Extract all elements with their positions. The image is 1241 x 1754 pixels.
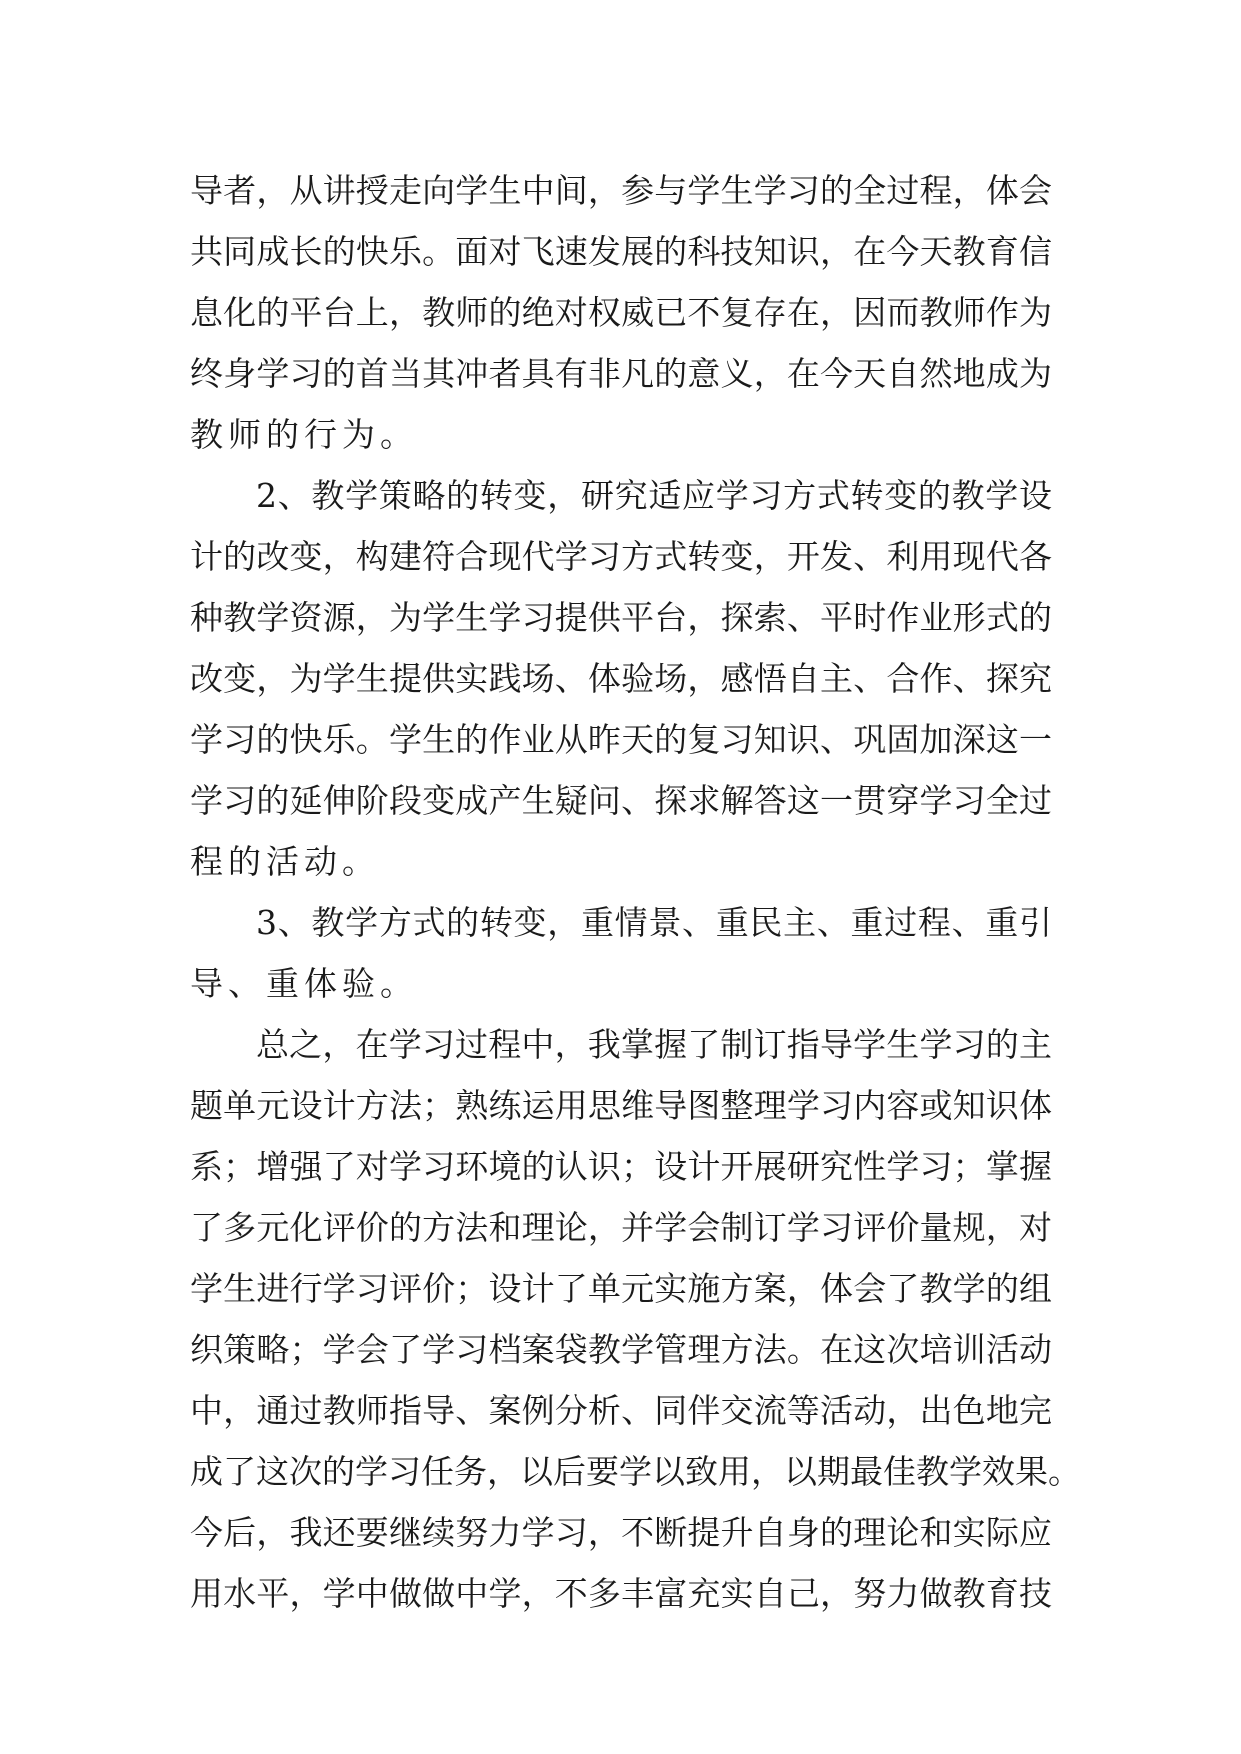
paragraph — [190, 465, 1052, 892]
paragraph — [190, 160, 1052, 465]
text-line: 了多元化评价的方法和理论，并学会制订学习评价量规，对 — [190, 1208, 1052, 1247]
paragraph — [190, 1014, 1081, 1624]
text-line: 织策略；学会了学习档案袋教学管理方法。在这次培训活动 — [190, 1330, 1052, 1369]
paragraph — [190, 892, 1052, 1014]
document-body — [190, 160, 1081, 1624]
text-line: 改变，为学生提供实践场、体验场，感悟自主、合作、探究 — [190, 659, 1052, 698]
text-line: 导者，从讲授走向学生中间，参与学生学习的全过程，体会 — [190, 171, 1052, 210]
text-line: 计的改变，构建符合现代学习方式转变，开发、利用现代各 — [190, 537, 1052, 576]
text-line: 3、教学方式的转变，重情景、重民主、重过程、重引 — [256, 903, 1052, 942]
text-line: 成了这次的学习任务，以后要学以致用，以期最佳教学效果。 — [190, 1452, 1081, 1491]
text-line: 共同成长的快乐。面对飞速发展的科技知识，在今天教育信 — [190, 232, 1052, 271]
text-line: 程的活动。 — [190, 842, 380, 881]
text-line: 终身学习的首当其冲者具有非凡的意义，在今天自然地成为 — [190, 354, 1052, 393]
text-line: 种教学资源，为学生学习提供平台，探索、平时作业形式的 — [190, 598, 1052, 637]
text-line: 今后，我还要继续努力学习，不断提升自身的理论和实际应 — [190, 1513, 1052, 1552]
text-line: 总之，在学习过程中，我掌握了制订指导学生学习的主 — [256, 1025, 1052, 1064]
text-line: 中，通过教师指导、案例分析、同伴交流等活动，出色地完 — [190, 1391, 1052, 1430]
text-line: 息化的平台上，教师的绝对权威已不复存在，因而教师作为 — [190, 293, 1052, 332]
text-line: 学习的快乐。学生的作业从昨天的复习知识、巩固加深这一 — [190, 720, 1052, 759]
text-line: 教师的行为。 — [190, 415, 418, 454]
text-line: 导、重体验。 — [190, 964, 418, 1003]
text-line: 用水平，学中做做中学，不多丰富充实自己，努力做教育技 — [190, 1574, 1052, 1613]
text-line: 题单元设计方法；熟练运用思维导图整理学习内容或知识体 — [190, 1086, 1052, 1125]
text-line: 学习的延伸阶段变成产生疑问、探求解答这一贯穿学习全过 — [190, 781, 1052, 820]
text-line: 学生进行学习评价；设计了单元实施方案，体会了教学的组 — [190, 1269, 1052, 1308]
text-line: 系；增强了对学习环境的认识；设计开展研究性学习；掌握 — [190, 1147, 1052, 1186]
text-line: 2、教学策略的转变，研究适应学习方式转变的教学设 — [256, 476, 1052, 515]
